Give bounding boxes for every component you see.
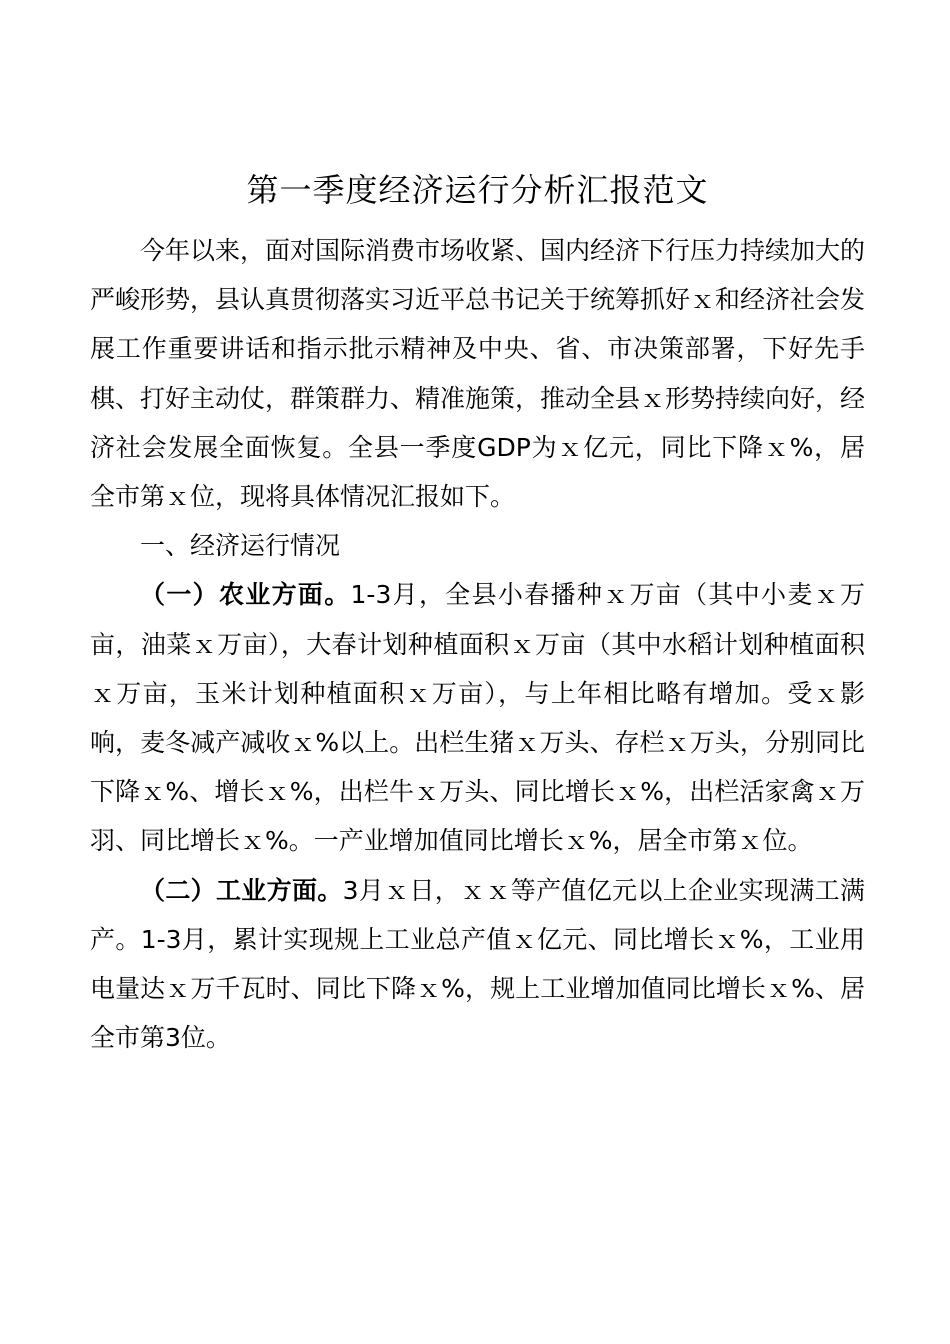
document-page [90,160,865,1062]
document-title: 第一季度经济运行分析汇报范文 [246,171,709,209]
agriculture-text: 1-3月，全县小春播种ｘ万亩（其中小麦ｘ万亩，油菜ｘ万亩），大春计划种植面积ｘ万亩（其中水稻计划种植面积ｘ万亩，玉米计划种植面积ｘ万亩），与上年相比略有增加。受ｘ影响，麦冬减产减收ｘ%以上。出栏生猪ｘ万头、存栏ｘ万头，分别同比下降ｘ%、增长ｘ%，出栏牛ｘ万头、同比增长ｘ%，出栏活家禽ｘ万羽、同比增长ｘ%。一产业增加值同比增长ｘ%，居全市第ｘ位。 [90,580,865,856]
agriculture-paragraph [90,570,865,865]
industry-text: 3月ｘ日，ｘｘ等产值亿元以上企业实现满工满产。1-3月，累计实现规上工业总产值ｘ亿元、同比增长ｘ%，工业用电量达ｘ万千瓦时、同比下降ｘ%，规上工业增加值同比增长ｘ%、居全市第3位。 [90,875,865,1053]
intro-paragraph: 今年以来，面对国际消费市场收紧、国内经济下行压力持续加大的严峻形势，县认真贯彻落实习近平总书记关于统筹抓好ｘ和经济社会发展工作重要讲话和指示批示精神及中央、省、市决策部署，下好先手棋、打好主动仗，群策群力、精准施策，推动全县ｘ形势持续向好，经济社会发展全面恢复。全县一季度GDP为ｘ亿元，同比下降ｘ%，居全市第ｘ位，现将具体情况汇报如下。 [90,236,866,512]
section-heading: 一、经济运行情况 [140,531,341,561]
industry-paragraph [90,866,865,1063]
agriculture-label: （一）农业方面。 [140,580,351,610]
industry-label: （二）工业方面。 [140,875,343,905]
